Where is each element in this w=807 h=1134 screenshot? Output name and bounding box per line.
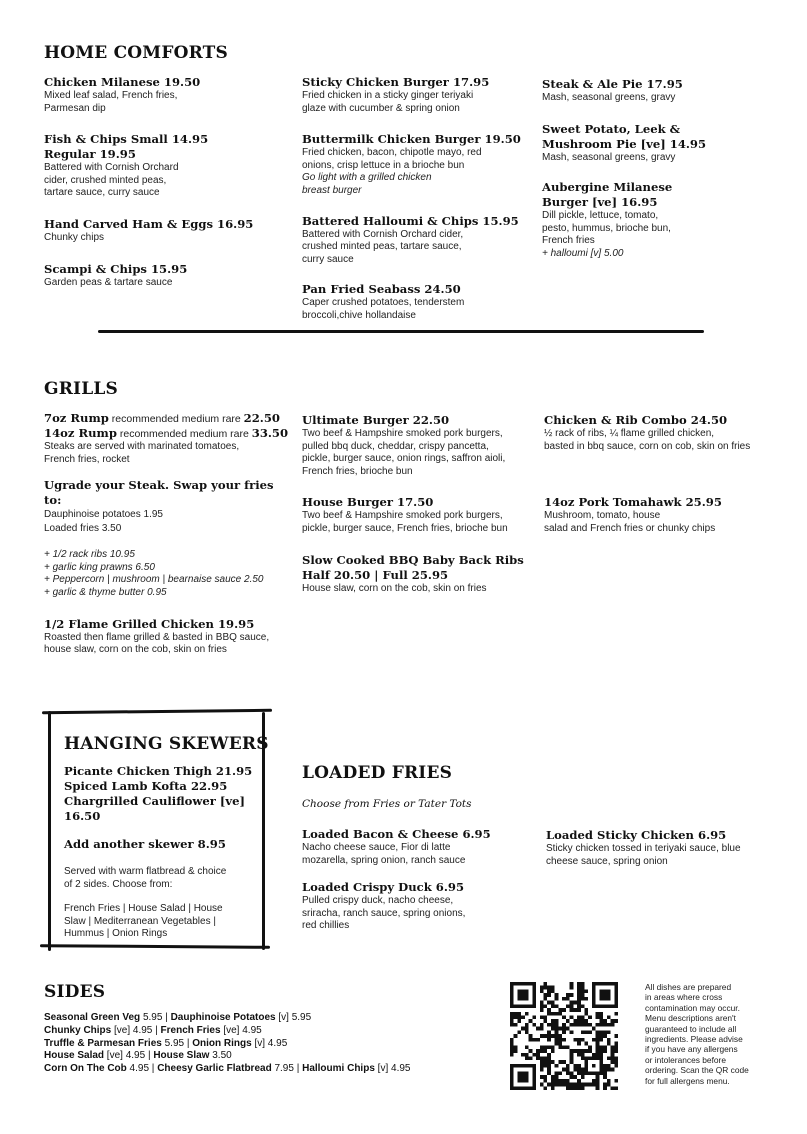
item-title-2: Half 20.50 | Full 25.95 [302, 567, 449, 582]
item-description [544, 428, 784, 453]
desc-line: pesto, hummus, brioche bun, [542, 222, 671, 234]
side-name: Cheesy Garlic Flatbread [157, 1063, 272, 1075]
item-note [542, 248, 762, 261]
desc-line: ½ rack of ribs, ¼ flame grilled chicken, [544, 428, 715, 439]
allergen-line: All dishes are prepared [645, 982, 732, 992]
item-description: Sticky chicken tossed in teriyaki sauce, blue cheese sauce, spring onion [546, 843, 741, 867]
upgrade-steak-title: Ugrade your Steak. Swap your fries to: [44, 478, 274, 508]
item-title: Battered Halloumi & Chips 15.95 [302, 213, 519, 228]
menu-item [44, 132, 284, 200]
desc-line: Two beef & Hampshire smoked pork burgers, [302, 510, 503, 522]
item-title: House Burger 17.50 [302, 495, 434, 510]
sides-row [44, 1012, 494, 1025]
item-title: Steak & Ale Pie 17.95 [542, 77, 683, 91]
desc-line: Caper crushed potatoes, tenderstem [302, 297, 465, 309]
side-name: Seasonal Green Veg [44, 1012, 141, 1023]
section-title-loaded-fries: LOADED FRIES [302, 763, 453, 783]
skewer-item: Chargrilled Cauliflower [ve] 16.50 [64, 794, 245, 823]
section-divider [98, 330, 704, 333]
home-col-3 [542, 77, 762, 261]
item-description [302, 583, 532, 596]
item-description [44, 277, 284, 290]
grills-col-3 [544, 413, 784, 535]
item-title: Chicken & Rib Combo 24.50 [544, 413, 728, 427]
item-description [302, 510, 532, 535]
side-price: 5.95 | [140, 1012, 171, 1023]
menu-item [302, 553, 532, 596]
menu-item [44, 262, 284, 290]
desc-line: Nacho cheese sauce, Fior di latte [302, 842, 451, 853]
side-price: 4.95 | [126, 1063, 158, 1075]
item-title: Fish & Chips Small 14.95 [44, 132, 209, 147]
item-description [302, 428, 532, 478]
allergen-line: in areas where cross [645, 992, 723, 1003]
desc-line: Mushroom, tomato, house [544, 510, 661, 522]
allergen-line: guaranteed to include all [645, 1023, 737, 1034]
side-name: Halloumi Chips [302, 1063, 375, 1075]
note-line: Go light with a grilled chicken [302, 172, 432, 184]
item-description [542, 210, 762, 248]
allergen-line: for full allergens menu. [645, 1075, 730, 1086]
desc-line: red chillies [302, 920, 350, 932]
skewers-side-choices: French Fries | House Salad | House Slaw | Mediterranean Vegetables | Hummus | Onion Rings [64, 903, 223, 940]
item-note [302, 172, 522, 197]
allergen-notice [645, 982, 775, 1086]
sides-row [44, 1050, 494, 1063]
item-description [302, 297, 522, 322]
desc-line: broccoli,chive hollandaise [302, 309, 416, 321]
upgrade-steak-options: Dauphinoise potatoes 1.95 Loaded fries 3.50 [44, 509, 163, 535]
menu-item [542, 77, 762, 105]
item-description [542, 92, 762, 105]
desc-line: cider, crushed minted peas, [44, 174, 167, 186]
desc-line: Pulled crispy duck, nacho cheese, [302, 895, 454, 907]
item-description [302, 90, 522, 115]
menu-item [542, 122, 762, 165]
allergen-line: Menu descriptions aren't [645, 1013, 736, 1024]
loaded-fries-col [302, 827, 532, 933]
home-col-1 [44, 75, 284, 289]
allergen-line: ordering. Scan the QR code [645, 1065, 749, 1076]
rump-14oz: 14oz Rump recommended medium rare 33.50 [44, 426, 289, 440]
desc-line: glaze with cucumber & spring onion [302, 102, 460, 114]
item-description [44, 90, 284, 115]
desc-line: Parmesan dip [44, 102, 106, 114]
half-chicken-description: Roasted then flame grilled & basted in BBQ sauce, house slaw, corn on the cob, skin on fries [44, 631, 270, 656]
item-title-2: Mushroom Pie [ve] 14.95 [542, 136, 707, 151]
item-title: Loaded Crispy Duck 6.95 [302, 880, 465, 895]
desc-line: Battered with Cornish Orchard cider, [302, 228, 464, 240]
menu-item [544, 495, 784, 535]
desc-line: French fries, brioche bun [302, 465, 413, 477]
side-price: [v] 5.95 [275, 1012, 312, 1023]
desc-line: pickle, burger sauce, onion rings, saffron aioli, [302, 453, 506, 465]
desc-line: French fries [542, 235, 595, 247]
allergen-line: contamination may occur. [645, 1002, 740, 1013]
item-description [44, 232, 284, 245]
skewers-served: Served with warm flatbread & choice of 2 sides. Choose from: [64, 866, 227, 890]
item-title: Loaded Bacon & Cheese 6.95 [302, 827, 491, 841]
menu-item [544, 413, 784, 453]
menu-item [302, 827, 532, 867]
desc-line: salad and French fries or chunky chips [544, 522, 716, 534]
desc-line: crushed minted peas, tartare sauce, [302, 241, 462, 253]
item-description [542, 152, 762, 165]
desc-line: Garden peas & tartare sauce [44, 276, 173, 288]
item-title: Scampi & Chips 15.95 [44, 261, 188, 276]
section-title-home-comforts: HOME COMFORTS [44, 43, 228, 63]
item-title: Pan Fried Seabass 24.50 [302, 282, 461, 297]
section-title-grills: GRILLS [44, 379, 118, 399]
loaded-fries-subtitle: Choose from Fries or Tater Tots [302, 798, 472, 810]
item-description [44, 162, 284, 200]
rump-description: Steaks are served with marinated tomatoes, French fries, rocket [44, 441, 240, 465]
menu-item [302, 132, 522, 197]
item-description [302, 895, 532, 933]
allergen-line: or intolerances before [645, 1054, 727, 1065]
side-name: Chunky Chips [44, 1024, 112, 1036]
side-price: [v] 4.95 [251, 1037, 288, 1049]
item-title: Hand Carved Ham & Eggs 16.95 [44, 216, 254, 231]
side-name: House Salad [44, 1050, 105, 1062]
loaded-sticky-chicken [546, 828, 786, 868]
item-title-2: Burger [ve] 16.95 [542, 195, 658, 210]
home-col-2 [302, 75, 522, 323]
item-title: Buttermilk Chicken Burger 19.50 [302, 132, 521, 147]
desc-line: Mixed leaf salad, French fries, [44, 90, 178, 101]
grills-col-1 [44, 411, 294, 657]
menu-item [302, 880, 532, 933]
side-name: Corn On The Cob [44, 1063, 127, 1075]
allergens-qr-code[interactable] [510, 982, 618, 1090]
desc-line: Fried chicken, bacon, chipotle mayo, red [302, 147, 482, 159]
sides-row [44, 1038, 494, 1051]
item-title: Ultimate Burger 22.50 [302, 413, 450, 427]
menu-item [302, 282, 522, 322]
item-title: Sweet Potato, Leek & [542, 121, 681, 136]
allergen-line: if you have any allergens [645, 1044, 738, 1055]
side-name: Onion Rings [192, 1037, 252, 1049]
side-name: French Fries [160, 1024, 221, 1036]
item-title: 14oz Pork Tomahawk 25.95 [544, 495, 722, 510]
desc-line: Chunky chips [44, 231, 105, 243]
grills-col-2 [302, 413, 532, 595]
side-name: Dauphinoise Potatoes [170, 1012, 276, 1023]
item-description [544, 510, 784, 535]
add-skewer: Add another skewer 8.95 [64, 837, 226, 851]
desc-line: Mash, seasonal greens, gravy [542, 151, 676, 163]
side-price: 5.95 | [161, 1037, 193, 1049]
desc-line: sriracha, ranch sauce, spring onions, [302, 907, 466, 919]
desc-line: curry sauce [302, 253, 354, 265]
side-price: 3.50 [209, 1050, 232, 1062]
allergen-line: ingredients. Please advise [645, 1034, 743, 1045]
desc-line: House slaw, corn on the cob, skin on fries [302, 582, 487, 594]
section-title-hanging-skewers: HANGING SKEWERS [64, 734, 269, 754]
skewers-content [64, 764, 260, 941]
desc-line: onions, crisp lettuce in a brioche bun [302, 159, 465, 171]
desc-line: pickle, burger sauce, French fries, brioche bun [302, 522, 508, 534]
skewer-item: Spiced Lamb Kofta 22.95 [64, 779, 228, 793]
item-title: Chicken Milanese 19.50 [44, 75, 201, 89]
side-price: [ve] 4.95 [220, 1024, 262, 1036]
item-description [302, 229, 522, 267]
desc-line: tartare sauce, curry sauce [44, 187, 160, 199]
menu-item [542, 180, 762, 260]
item-title: Aubergine Milanese [542, 180, 673, 195]
sides-row [44, 1063, 494, 1076]
section-title-sides: SIDES [44, 982, 106, 1002]
sides-list [44, 1012, 494, 1076]
note-line: breast burger [302, 184, 362, 196]
desc-line: Two beef & Hampshire smoked pork burgers, [302, 428, 503, 439]
note-line: + halloumi [v] 5.00 [542, 247, 624, 259]
item-title-2: Regular 19.95 [44, 147, 136, 162]
desc-line: pulled bbq duck, cheddar, crispy pancetta, [302, 440, 489, 452]
desc-line: Fried chicken in a sticky ginger teriyaki [302, 90, 474, 101]
menu-item [44, 75, 284, 115]
desc-line: Dill pickle, lettuce, tomato, [542, 210, 659, 222]
item-title: Slow Cooked BBQ Baby Back Ribs [302, 552, 524, 567]
skewer-item: Picante Chicken Thigh 21.95 [64, 764, 253, 778]
desc-line: mozarella, spring onion, ranch sauce [302, 854, 466, 866]
rump-7oz: 7oz Rump recommended medium rare 22.50 [44, 411, 280, 425]
item-title: Loaded Sticky Chicken 6.95 [546, 828, 727, 842]
desc-line: Battered with Cornish Orchard [44, 162, 179, 174]
side-name: Truffle & Parmesan Fries [44, 1037, 162, 1049]
item-title: Sticky Chicken Burger 17.95 [302, 75, 490, 89]
item-description [302, 147, 522, 172]
menu-item [302, 413, 532, 478]
side-price: [v] 4.95 [374, 1063, 411, 1075]
steak-extras: + 1/2 rack ribs 10.95 + garlic king prawns 6.50 + Peppercorn | mushroom | bearnaise sauce 2.50 + garlic & thyme butter 0.95 [44, 549, 264, 598]
side-name: House Slaw [153, 1050, 210, 1062]
menu-item [302, 214, 522, 267]
side-price: 7.95 | [271, 1063, 303, 1075]
menu-item [302, 495, 532, 535]
item-description [302, 842, 532, 867]
desc-line: basted in bbq sauce, corn on cob, skin on fries [544, 440, 751, 452]
menu-item [44, 217, 284, 245]
half-chicken-title: 1/2 Flame Grilled Chicken 19.95 [44, 616, 255, 631]
menu-item [302, 75, 522, 115]
desc-line: Mash, seasonal greens, gravy [542, 92, 676, 103]
side-price: [ve] 4.95 | [104, 1050, 154, 1062]
side-price: [ve] 4.95 | [111, 1024, 161, 1036]
sides-row [44, 1025, 494, 1038]
